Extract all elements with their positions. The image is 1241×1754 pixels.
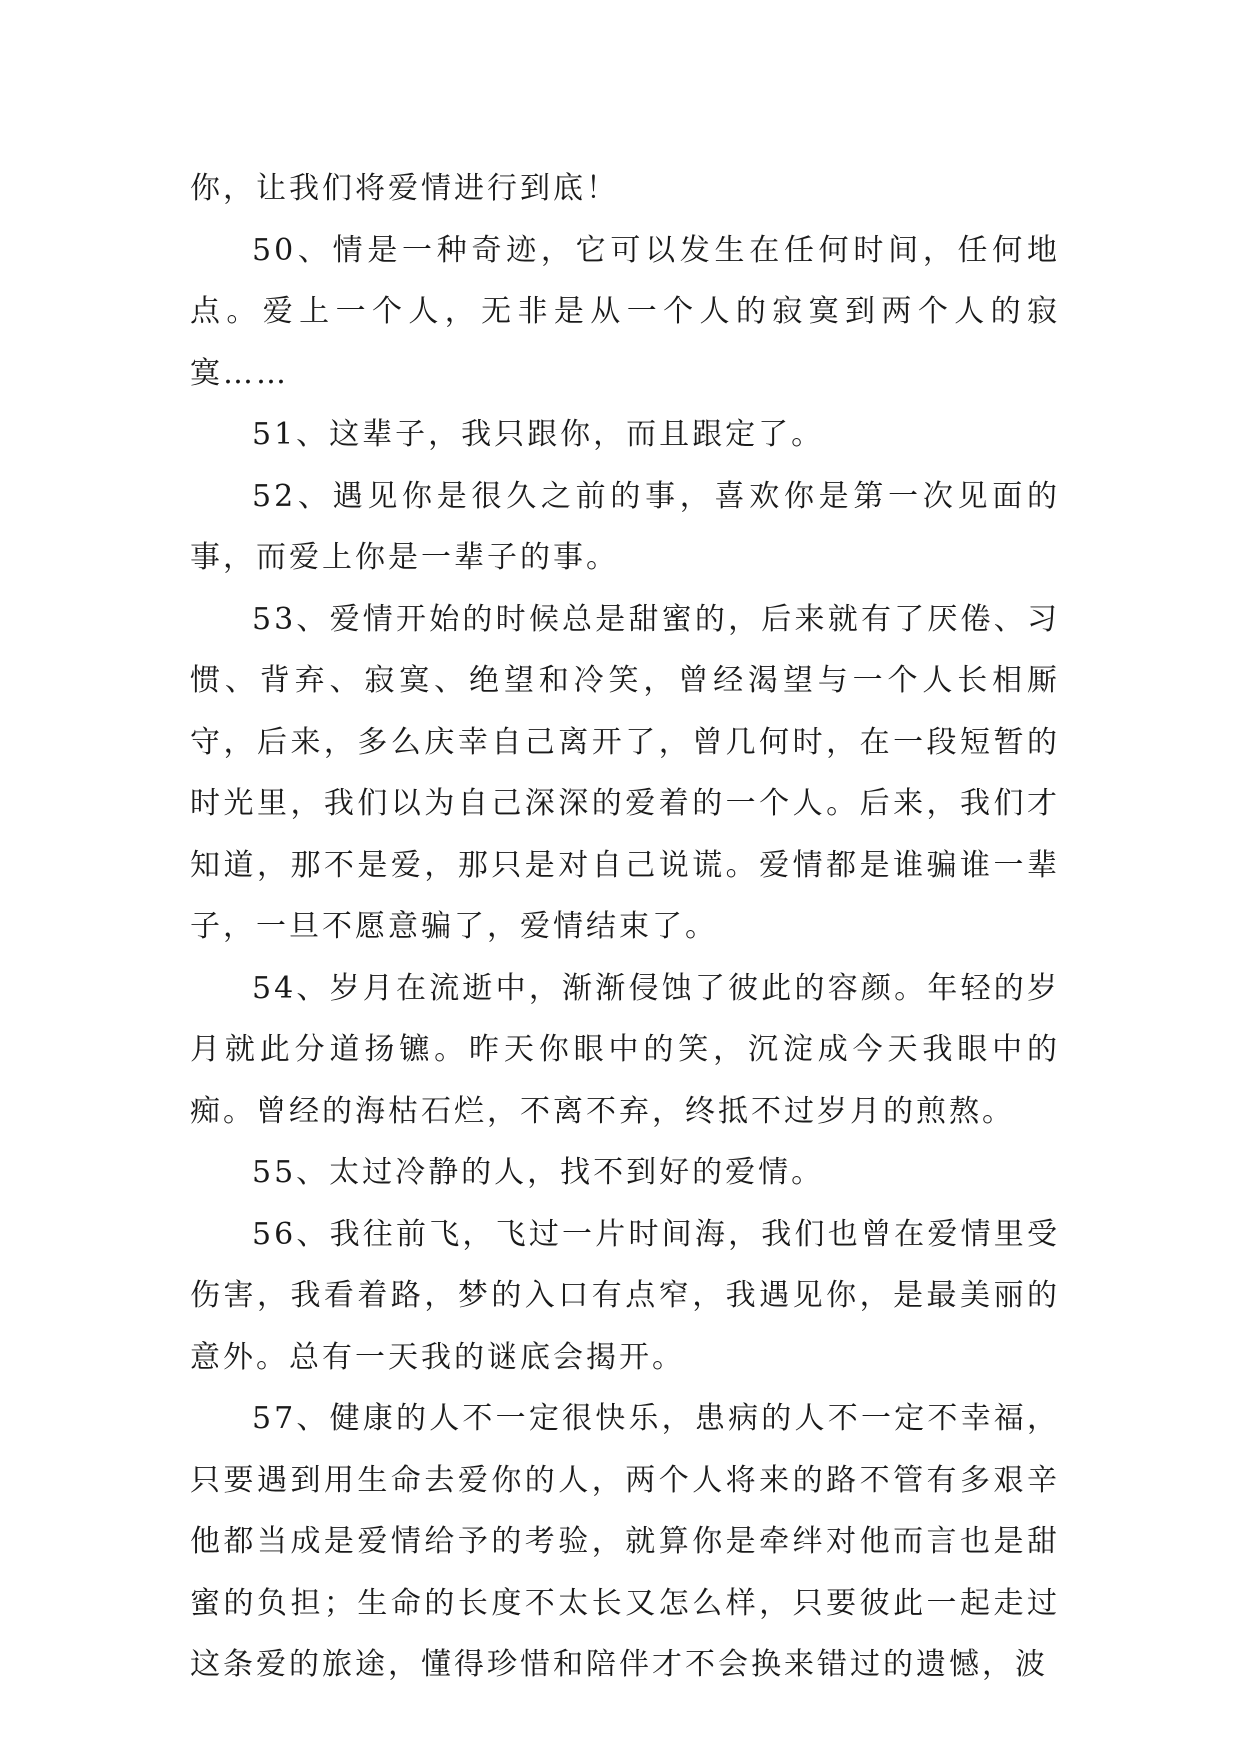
paragraph-55: 55、太过冷静的人，找不到好的爱情。 xyxy=(252,1155,825,1190)
paragraph-57: 57、健康的人不一定很快乐，患病的人不一定不幸福，只要遇到用生命去爱你的人，两个人将来的路不管有多艰辛他都当成是爱情给予的考验，就算你是牵绊对他而言也是甜蜜的负担；生命的长度不太长又怎么样，只要彼此一起走过这条爱的旅途，懂得珍惜和陪伴才不会换来错过的遗憾，波 xyxy=(190,1401,1060,1682)
paragraph-52: 52、遇见你是很久之前的事，喜欢你是第一次见面的事，而爱上你是一辈子的事。 xyxy=(190,478,1060,575)
paragraph-56: 56、我往前飞，飞过一片时间海，我们也曾在爱情里受伤害，我看着路，梦的入口有点窄，我遇见你，是最美丽的意外。总有一天我的谜底会揭开。 xyxy=(190,1216,1060,1375)
paragraph-51: 51、这辈子，我只跟你，而且跟定了。 xyxy=(252,417,825,452)
document-body xyxy=(190,158,1060,1696)
paragraph-50: 50、情是一种奇迹，它可以发生在任何时间，任何地点。爱上一个人，无非是从一个人的寂寞到两个人的寂寞…… xyxy=(190,232,1060,391)
paragraph-continuation: 你，让我们将爱情进行到底！ xyxy=(190,171,619,206)
paragraph-54: 54、岁月在流逝中，渐渐侵蚀了彼此的容颜。年轻的岁月就此分道扬镳。昨天你眼中的笑，沉淀成今天我眼中的痴。曾经的海枯石烂，不离不弃，终抵不过岁月的煎熬。 xyxy=(190,970,1060,1129)
paragraph-53: 53、爱情开始的时候总是甜蜜的，后来就有了厌倦、习惯、背弃、寂寞、绝望和冷笑，曾经渴望与一个人长相厮守，后来，多么庆幸自己离开了，曾几何时，在一段短暂的时光里，我们以为自己深深的爱着的一个人。后来，我们才知道，那不是爱，那只是对自己说谎。爱情都是谁骗谁一辈子，一旦不愿意骗了，爱情结束了。 xyxy=(190,601,1060,944)
